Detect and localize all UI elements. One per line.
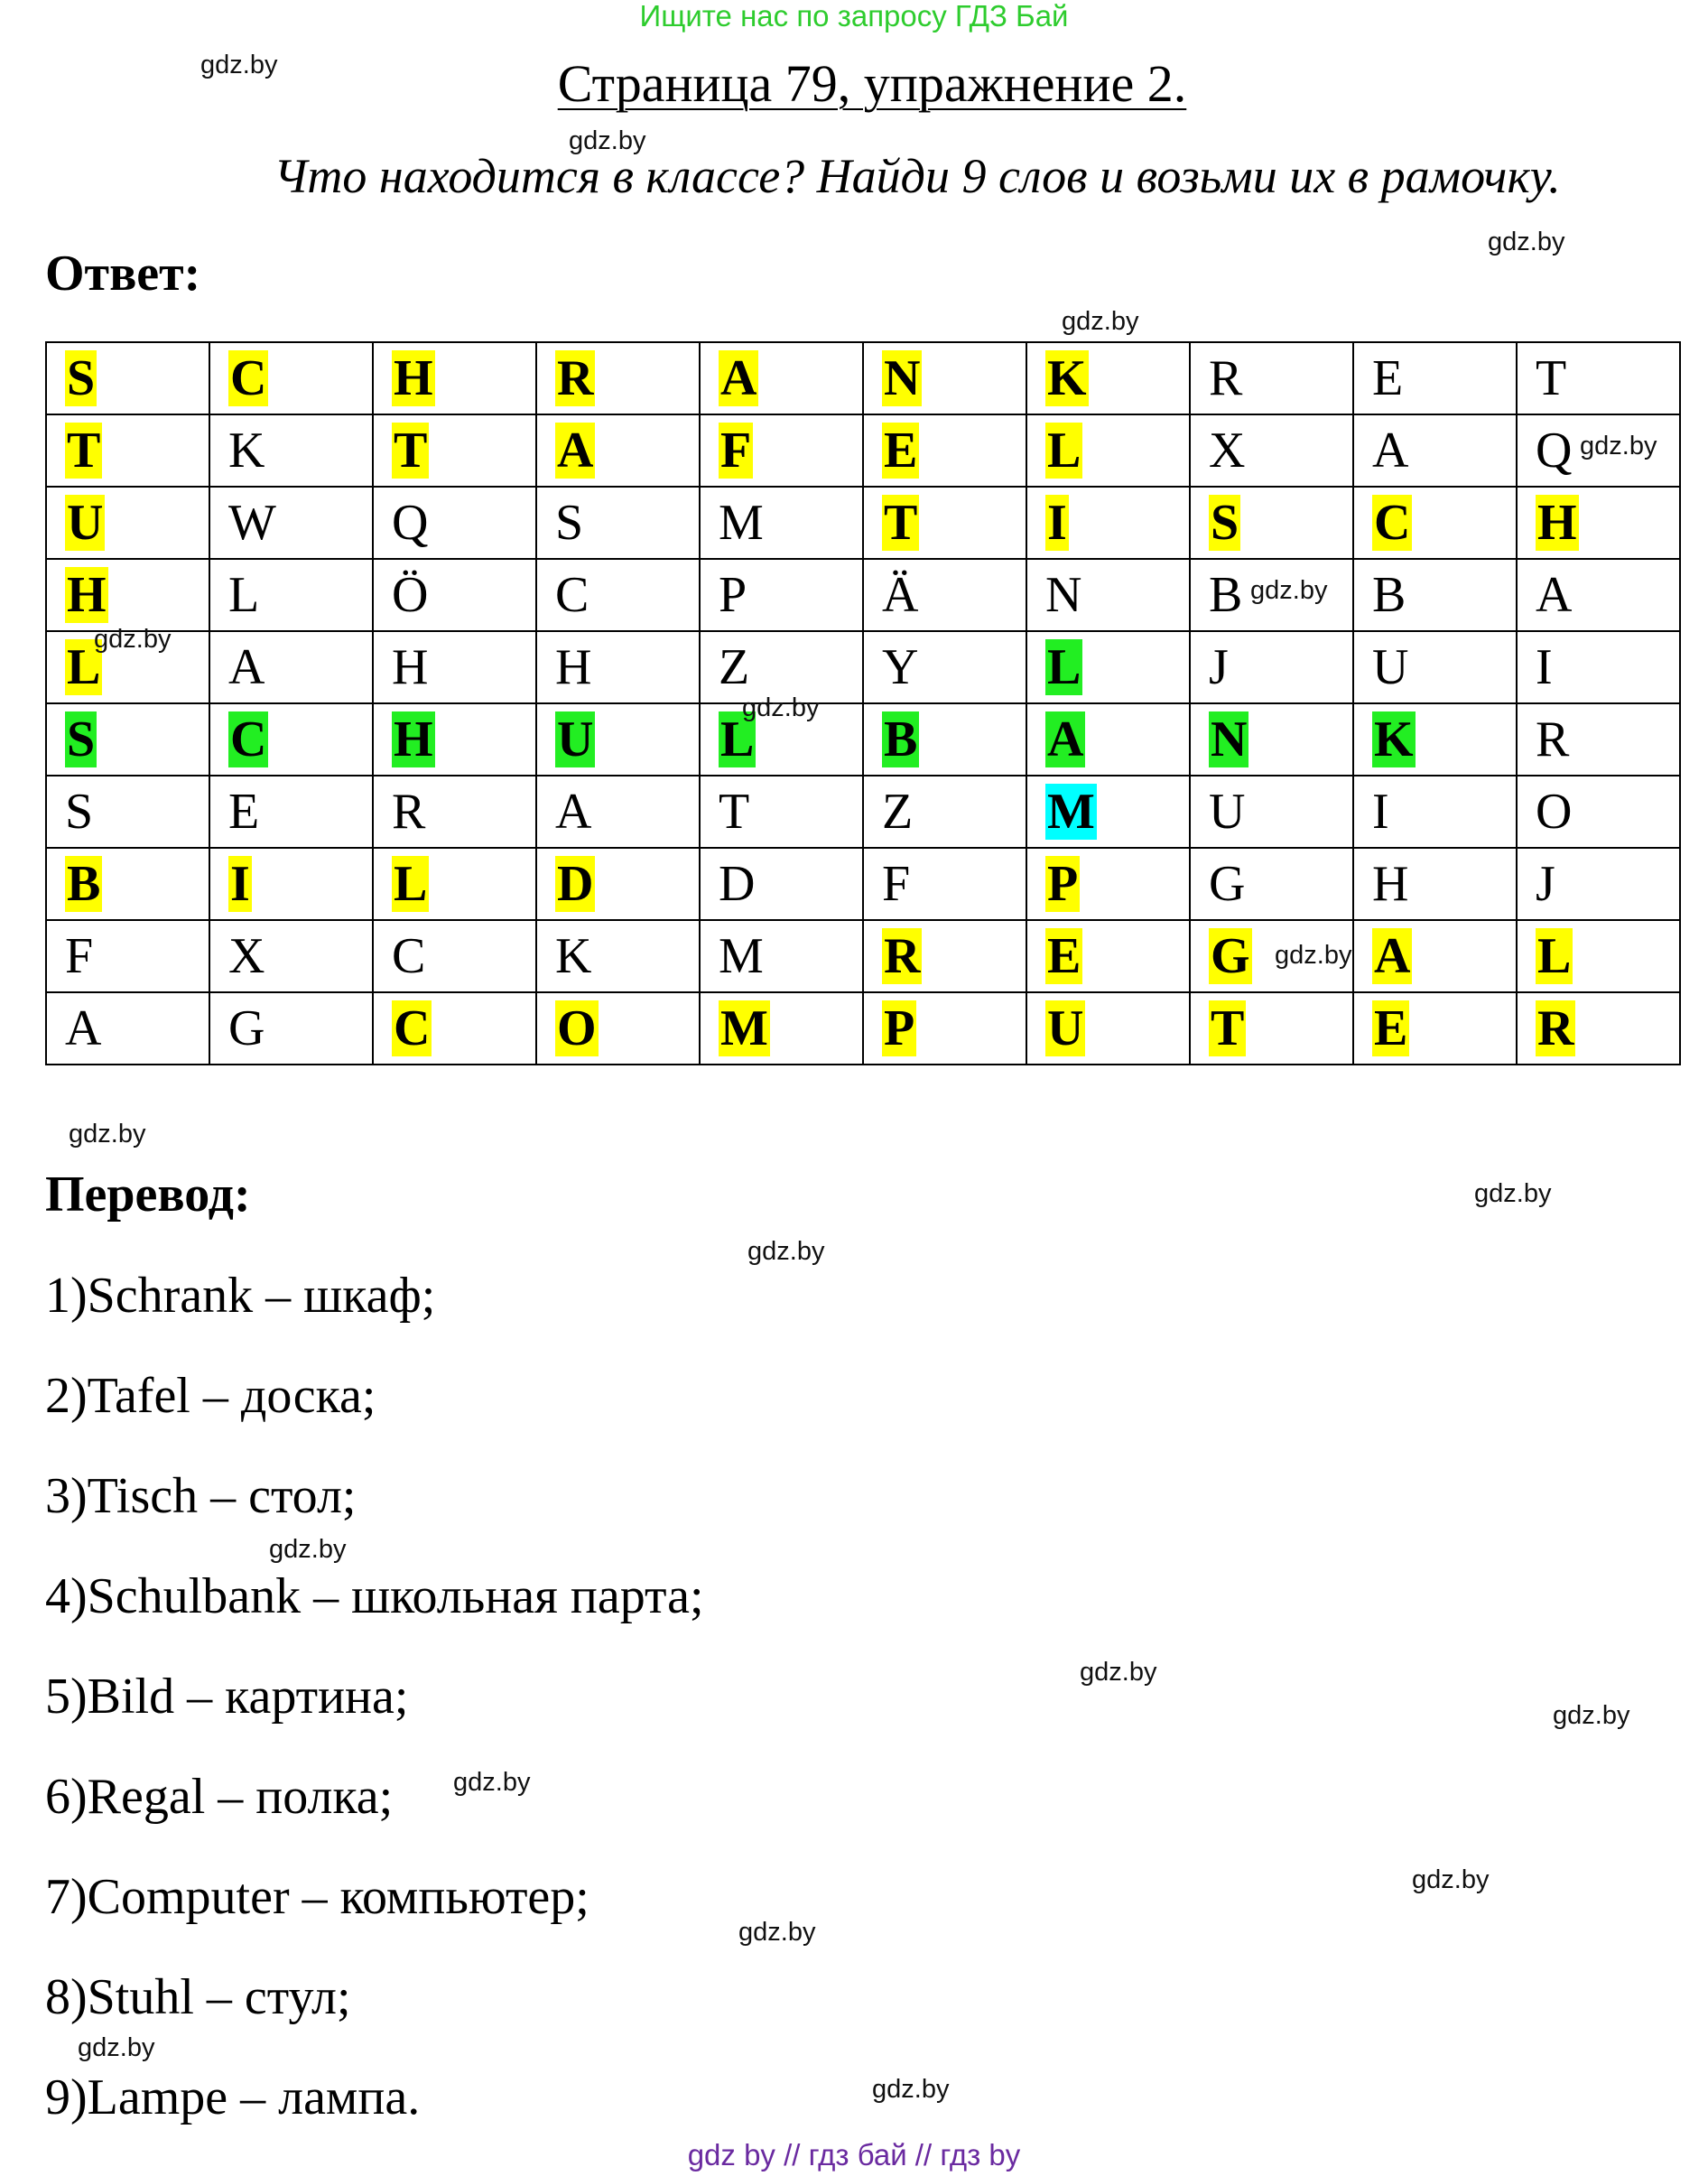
grid-cell xyxy=(1353,631,1517,703)
grid-cell xyxy=(536,992,700,1065)
grid-cell xyxy=(536,559,700,631)
grid-cell xyxy=(46,992,209,1065)
watermark: gdz.by xyxy=(69,1120,146,1148)
grid-letter: E xyxy=(1372,350,1404,406)
grid-cell xyxy=(536,487,700,559)
grid-cell xyxy=(700,992,863,1065)
grid-cell xyxy=(863,703,1026,776)
watermark: gdz.by xyxy=(94,625,172,654)
grid-letter: J xyxy=(1536,856,1555,912)
grid-row xyxy=(46,414,1680,487)
grid-row xyxy=(46,776,1680,848)
grid-cell xyxy=(209,703,373,776)
grid-cell xyxy=(209,342,373,414)
grid-cell xyxy=(1026,414,1190,487)
watermark: gdz.by xyxy=(747,1237,825,1266)
grid-letter: D xyxy=(557,856,594,912)
grid-letter: R xyxy=(557,350,594,406)
grid-letter: A xyxy=(555,784,592,840)
grid-letter: R xyxy=(884,928,921,984)
watermark: gdz.by xyxy=(453,1768,531,1797)
grid-cell xyxy=(1026,559,1190,631)
grid-letter: H xyxy=(1537,495,1577,551)
grid-letter: Q xyxy=(392,495,429,551)
grid-cell xyxy=(373,414,536,487)
watermark: gdz.by xyxy=(200,51,278,79)
grid-letter: N xyxy=(1211,711,1248,767)
grid-letter: U xyxy=(557,711,594,767)
grid-cell xyxy=(1353,559,1517,631)
grid-cell xyxy=(536,848,700,920)
grid-cell xyxy=(700,559,863,631)
grid-letter: M xyxy=(719,495,764,551)
grid-letter: I xyxy=(1536,639,1553,695)
grid-cell xyxy=(1190,631,1353,703)
grid-letter: S xyxy=(555,495,584,551)
grid-letter: Q xyxy=(1536,423,1573,479)
grid-row xyxy=(46,559,1680,631)
grid-row xyxy=(46,487,1680,559)
grid-cell xyxy=(373,776,536,848)
grid-cell xyxy=(1190,776,1353,848)
grid-letter: L xyxy=(67,639,101,695)
grid-cell xyxy=(1026,776,1190,848)
grid-letter: G xyxy=(1211,928,1250,984)
grid-cell xyxy=(1353,776,1517,848)
grid-cell xyxy=(209,414,373,487)
task-text-content: Что находится в классе? Найди 9 слов и возьми их в рамочку. xyxy=(274,149,1561,203)
grid-cell xyxy=(1353,920,1517,992)
grid-cell xyxy=(209,848,373,920)
grid-letter: B xyxy=(1209,567,1243,623)
grid-letter: I xyxy=(230,856,250,912)
grid-letter: Z xyxy=(719,639,750,695)
grid-cell xyxy=(1190,414,1353,487)
grid-cell xyxy=(700,414,863,487)
watermark: gdz.by xyxy=(1412,1865,1490,1894)
grid-letter: C xyxy=(230,711,267,767)
watermark: gdz.by xyxy=(1553,1701,1630,1730)
task-text xyxy=(0,146,1708,206)
grid-cell xyxy=(1026,992,1190,1065)
grid-letter: E xyxy=(228,784,260,840)
grid-letter: F xyxy=(65,928,94,984)
grid-letter: Ä xyxy=(882,567,919,623)
grid-letter: M xyxy=(720,1000,768,1056)
grid-letter: L xyxy=(1047,639,1081,695)
grid-cell xyxy=(1517,559,1680,631)
grid-letter: C xyxy=(1374,495,1411,551)
grid-letter: S xyxy=(67,711,96,767)
grid-letter: A xyxy=(557,423,594,479)
grid-letter: T xyxy=(394,423,428,479)
grid-cell xyxy=(1026,342,1190,414)
grid-letter: H xyxy=(555,639,592,695)
grid-cell xyxy=(1517,992,1680,1065)
grid-letter: L xyxy=(720,711,755,767)
grid-letter: T xyxy=(1211,1000,1245,1056)
grid-cell xyxy=(863,992,1026,1065)
grid-letter: H xyxy=(1372,856,1409,912)
translation-item: 3)Tisch – стол; xyxy=(45,1468,357,1524)
grid-letter: E xyxy=(1374,1000,1408,1056)
grid-cell xyxy=(700,920,863,992)
grid-cell xyxy=(46,342,209,414)
watermark: gdz.by xyxy=(1275,941,1352,970)
grid-cell xyxy=(1353,414,1517,487)
watermark: gdz.by xyxy=(1580,432,1657,460)
grid-letter: A xyxy=(1047,711,1084,767)
grid-letter: H xyxy=(394,350,433,406)
translation-item: 6)Regal – полка; xyxy=(45,1769,394,1825)
grid-cell xyxy=(863,920,1026,992)
grid-letter: M xyxy=(719,928,764,984)
translation-item: 7)Computer – компьютер; xyxy=(45,1869,589,1925)
grid-cell xyxy=(373,920,536,992)
translation-item: 5)Bild – картина; xyxy=(45,1669,409,1725)
grid-cell xyxy=(863,487,1026,559)
grid-cell xyxy=(1190,487,1353,559)
translation-item: 1)Schrank – шкаф; xyxy=(45,1268,436,1324)
grid-letter: X xyxy=(228,928,265,984)
translation-item: 4)Schulbank – школьная парта; xyxy=(45,1568,704,1624)
search-banner: Ищите нас по запросу ГДЗ Бай xyxy=(639,0,1069,33)
grid-cell xyxy=(1517,776,1680,848)
grid-letter: Ö xyxy=(392,567,429,623)
watermark: gdz.by xyxy=(269,1535,347,1564)
grid-letter: E xyxy=(1047,928,1081,984)
grid-letter: B xyxy=(67,856,101,912)
grid-cell xyxy=(373,631,536,703)
grid-letter: I xyxy=(1372,784,1389,840)
grid-cell xyxy=(863,559,1026,631)
grid-cell xyxy=(46,848,209,920)
grid-letter: O xyxy=(557,1000,597,1056)
grid-letter: W xyxy=(228,495,276,551)
grid-row xyxy=(46,992,1680,1065)
grid-cell xyxy=(46,487,209,559)
grid-letter: P xyxy=(1047,856,1079,912)
grid-cell xyxy=(1353,487,1517,559)
grid-letter: S xyxy=(1211,495,1239,551)
grid-letter: R xyxy=(1209,350,1243,406)
grid-letter: T xyxy=(719,784,750,840)
grid-letter: A xyxy=(1536,567,1573,623)
grid-letter: H xyxy=(392,639,429,695)
grid-cell xyxy=(373,703,536,776)
grid-cell xyxy=(46,414,209,487)
grid-letter: K xyxy=(1374,711,1414,767)
grid-cell xyxy=(1353,342,1517,414)
grid-letter: K xyxy=(1047,350,1087,406)
grid-letter: O xyxy=(1536,784,1573,840)
grid-letter: K xyxy=(555,928,592,984)
grid-letter: S xyxy=(65,784,94,840)
grid-letter: L xyxy=(228,567,260,623)
translation-item: 9)Lampe – лампа. xyxy=(45,2069,421,2125)
grid-letter: C xyxy=(394,1000,431,1056)
grid-letter: L xyxy=(1047,423,1081,479)
footer-links: gdz by // гдз бай // гдз by xyxy=(687,2138,1021,2171)
watermark: gdz.by xyxy=(1488,228,1565,256)
grid-letter: C xyxy=(230,350,267,406)
grid-letter: X xyxy=(1209,423,1246,479)
grid-letter: R xyxy=(1536,711,1570,767)
grid-cell xyxy=(1517,920,1680,992)
grid-cell xyxy=(1517,848,1680,920)
grid-letter: R xyxy=(392,784,426,840)
grid-letter: A xyxy=(228,639,265,695)
grid-cell xyxy=(1026,920,1190,992)
grid-letter: P xyxy=(884,1000,915,1056)
grid-cell xyxy=(1026,703,1190,776)
grid-letter: E xyxy=(884,423,918,479)
grid-letter: P xyxy=(719,567,747,623)
grid-letter: U xyxy=(1209,784,1246,840)
grid-cell xyxy=(1353,703,1517,776)
grid-letter: N xyxy=(1045,567,1082,623)
grid-letter: I xyxy=(1047,495,1067,551)
grid-cell xyxy=(46,703,209,776)
grid-cell xyxy=(1190,848,1353,920)
grid-cell xyxy=(536,920,700,992)
grid-letter: C xyxy=(392,928,426,984)
grid-letter: U xyxy=(67,495,104,551)
grid-cell xyxy=(536,631,700,703)
grid-cell xyxy=(536,342,700,414)
grid-cell xyxy=(1517,487,1680,559)
grid-cell xyxy=(700,848,863,920)
grid-letter: T xyxy=(67,423,101,479)
grid-letter: A xyxy=(1374,928,1411,984)
grid-cell xyxy=(1517,342,1680,414)
grid-letter: C xyxy=(555,567,589,623)
grid-letter: G xyxy=(228,1000,265,1056)
grid-cell xyxy=(1353,992,1517,1065)
grid-cell xyxy=(863,631,1026,703)
grid-cell xyxy=(700,342,863,414)
watermark: gdz.by xyxy=(1080,1658,1157,1687)
watermark: gdz.by xyxy=(1062,307,1139,336)
grid-letter: U xyxy=(1372,639,1409,695)
watermark: gdz.by xyxy=(1474,1179,1552,1208)
grid-cell xyxy=(863,848,1026,920)
word-search-grid xyxy=(45,341,1681,1065)
grid-cell xyxy=(373,848,536,920)
grid-letter: T xyxy=(884,495,918,551)
grid-letter: L xyxy=(1537,928,1572,984)
translation-item: 8)Stuhl – стул; xyxy=(45,1969,351,2025)
grid-row xyxy=(46,848,1680,920)
watermark: gdz.by xyxy=(78,2033,155,2062)
grid-letter: H xyxy=(394,711,433,767)
grid-cell xyxy=(1353,848,1517,920)
grid-cell xyxy=(700,776,863,848)
grid-letter: A xyxy=(720,350,757,406)
grid-cell xyxy=(209,487,373,559)
grid-letter: B xyxy=(1372,567,1406,623)
grid-letter: M xyxy=(1047,784,1095,840)
grid-cell xyxy=(1026,487,1190,559)
grid-cell xyxy=(209,559,373,631)
grid-cell xyxy=(373,992,536,1065)
grid-letter: F xyxy=(882,856,911,912)
grid-cell xyxy=(209,776,373,848)
grid-letter: L xyxy=(394,856,428,912)
grid-letter: H xyxy=(67,567,107,623)
grid-cell xyxy=(209,992,373,1065)
grid-letter: A xyxy=(1372,423,1409,479)
grid-letter: B xyxy=(884,711,918,767)
grid-cell xyxy=(46,776,209,848)
watermark: gdz.by xyxy=(742,693,820,722)
grid-cell xyxy=(1190,703,1353,776)
grid-letter: K xyxy=(228,423,265,479)
answer-heading: Ответ: xyxy=(45,246,201,302)
grid-letter: Y xyxy=(882,639,919,695)
grid-cell xyxy=(863,342,1026,414)
grid-cell xyxy=(536,703,700,776)
grid-cell xyxy=(863,776,1026,848)
grid-row xyxy=(46,342,1680,414)
grid-cell xyxy=(1026,631,1190,703)
watermark: gdz.by xyxy=(738,1918,816,1947)
grid-letter: D xyxy=(719,856,756,912)
grid-cell xyxy=(46,559,209,631)
grid-letter: A xyxy=(65,1000,102,1056)
grid-cell xyxy=(373,487,536,559)
grid-cell xyxy=(373,559,536,631)
grid-cell xyxy=(536,414,700,487)
grid-cell xyxy=(373,342,536,414)
grid-cell xyxy=(700,487,863,559)
translation-item: 2)Tafel – доска; xyxy=(45,1368,376,1424)
grid-letter: G xyxy=(1209,856,1246,912)
grid-cell xyxy=(1517,631,1680,703)
grid-letter: Z xyxy=(882,784,914,840)
translation-heading: Перевод: xyxy=(45,1167,251,1223)
grid-cell xyxy=(209,920,373,992)
grid-row xyxy=(46,920,1680,992)
grid-cell xyxy=(863,414,1026,487)
watermark: gdz.by xyxy=(872,2075,950,2104)
grid-row xyxy=(46,703,1680,776)
grid-cell xyxy=(536,776,700,848)
grid-cell xyxy=(1517,703,1680,776)
watermark: gdz.by xyxy=(569,126,646,155)
grid-cell xyxy=(46,920,209,992)
watermark: gdz.by xyxy=(1250,576,1328,605)
grid-letter: S xyxy=(67,350,96,406)
grid-cell xyxy=(1026,848,1190,920)
grid-letter: U xyxy=(1047,1000,1084,1056)
grid-row xyxy=(46,631,1680,703)
grid-letter: F xyxy=(720,423,752,479)
grid-letter: N xyxy=(884,350,921,406)
grid-cell xyxy=(209,631,373,703)
grid-letter: J xyxy=(1209,639,1229,695)
grid-letter: R xyxy=(1537,1000,1574,1056)
grid-letter: T xyxy=(1536,350,1567,406)
grid-cell xyxy=(1190,992,1353,1065)
page-title-text: Страница 79, упражнение 2. xyxy=(557,54,1187,113)
grid-cell xyxy=(700,631,863,703)
grid-cell xyxy=(1190,342,1353,414)
